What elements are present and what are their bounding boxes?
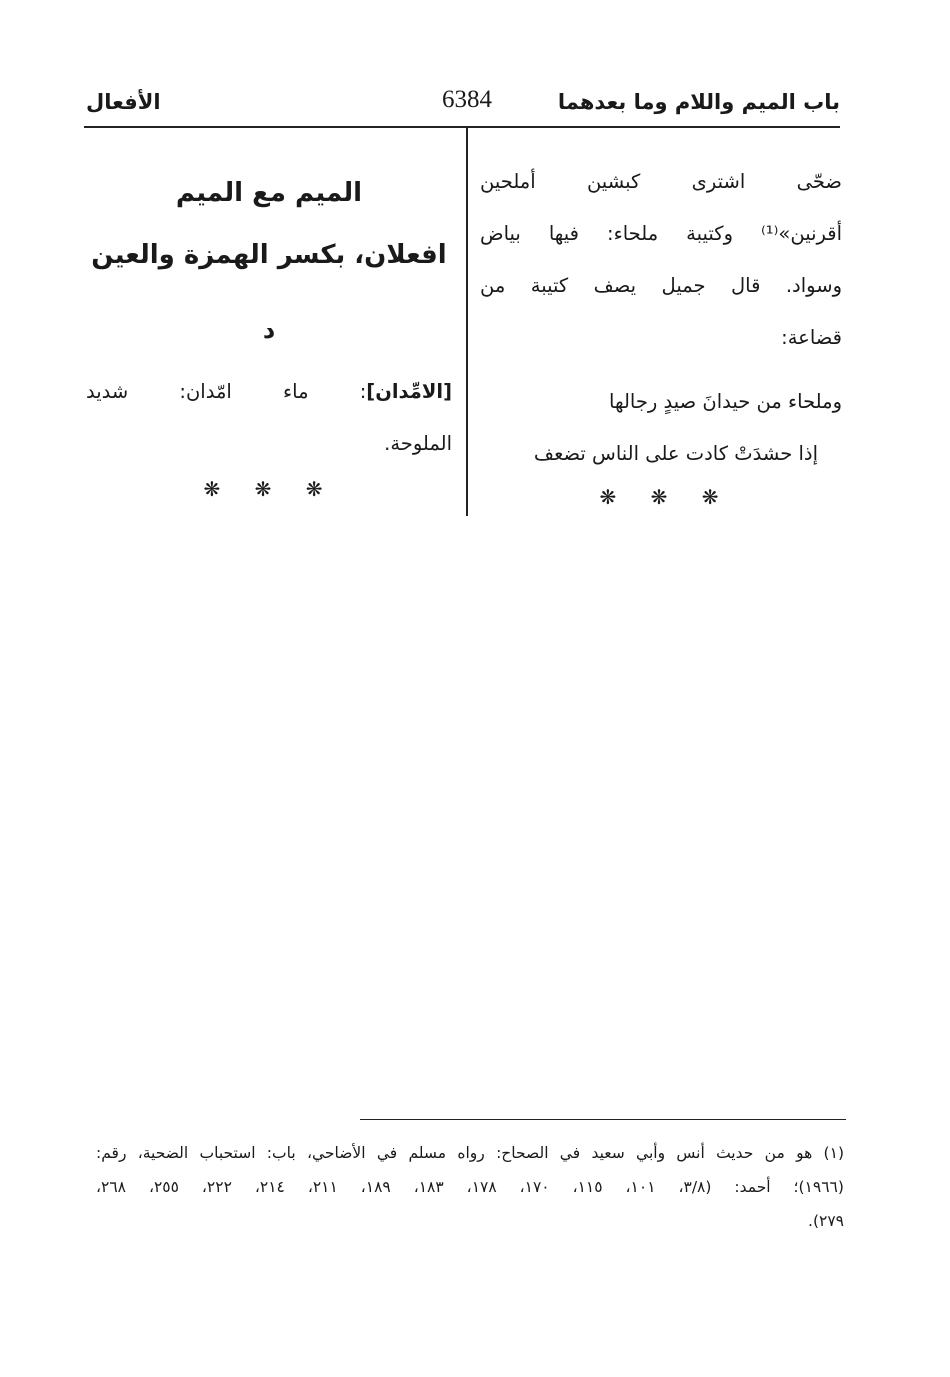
dictionary-entry <box>86 366 452 470</box>
verse-line-1: وملحاء من حيدانَ صيدٍ رجالها <box>609 390 842 413</box>
page-header <box>86 86 840 126</box>
entry-line-1 <box>86 366 452 418</box>
footnote-line: (١) هو من حديث أنس وأبي سعيد في الصحاح: رواه مسلم في الأضاحي، باب: استحباب الضحية، رقم: <box>96 1144 844 1162</box>
text-line: أقرنين»⁽¹⁾ وكتيبة ملحاء: فيها بياض <box>480 222 842 245</box>
section-subheading: افعلان، بكسر الهمزة والعين <box>91 240 447 270</box>
chapter-title: باب الميم واللام وما بعدهما <box>557 90 840 114</box>
entry-definition: : ماء امّدان: شديد <box>86 380 367 403</box>
section-title: الأفعال <box>86 90 161 114</box>
entry-line-2: الملوحة. <box>384 432 452 455</box>
text-line: ضحّى اشترى كبشين أملحين <box>480 170 842 193</box>
header-rule <box>84 126 840 128</box>
text-line: وسواد. قال جميل يصف كتيبة من <box>480 274 842 297</box>
verse-line-2: إذا حشدَتْ كادت على الناس تضعف <box>533 442 818 465</box>
section-heading: الميم مع الميم <box>175 178 363 208</box>
text-line: قضاعة: <box>781 326 842 349</box>
page-number: 6384 <box>442 86 492 113</box>
right-column <box>480 156 842 512</box>
left-column <box>86 162 452 504</box>
footnote-line: ٢٧٩). <box>808 1212 844 1230</box>
section-separator: ❋ ❋ ❋ <box>203 477 337 501</box>
column-divider <box>466 128 468 516</box>
letter-heading: د <box>262 316 276 344</box>
footnote-line: (١٩٦٦)؛ أحمد: (٣/٨، ١٠١، ١١٥، ١٧٠، ١٧٨، ١٨٣، ١٨٩، ٢١١، ٢١٤، ٢٢٢، ٢٥٥، ٢٦٨، <box>96 1178 844 1196</box>
section-separator: ❋ ❋ ❋ <box>599 485 733 509</box>
footnotes <box>96 1136 844 1238</box>
entry-headword: [الامِّدان] <box>366 380 452 403</box>
footnote-rule <box>360 1119 846 1120</box>
